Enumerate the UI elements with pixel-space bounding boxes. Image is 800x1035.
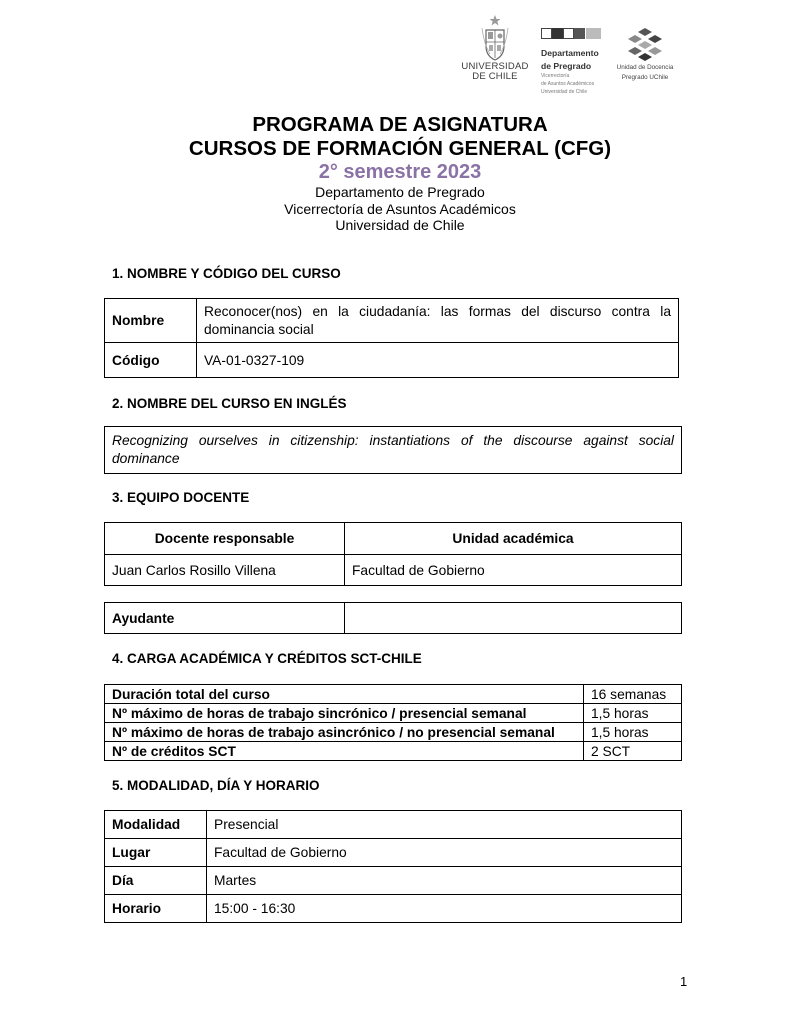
table-row bbox=[105, 299, 679, 343]
dp-text-line1: Departamento bbox=[541, 48, 599, 58]
header-line3: Universidad de Chile bbox=[335, 217, 465, 233]
dp-text-line2: de Pregrado bbox=[541, 60, 592, 71]
lugar-value: Facultad de Gobierno bbox=[207, 839, 682, 867]
table-row bbox=[105, 704, 682, 723]
ayudante-value bbox=[345, 603, 682, 634]
table-row bbox=[105, 603, 682, 634]
carga-label: Nº máximo de horas de trabajo sincrónico / presencial semanal bbox=[105, 704, 584, 723]
table-row bbox=[105, 742, 682, 761]
table-row bbox=[105, 343, 679, 378]
dp-small-line2: de Asuntos Académicos bbox=[541, 81, 595, 87]
universidad-de-chile-logo bbox=[458, 14, 532, 82]
university-crest-icon bbox=[480, 14, 510, 62]
carga-label: Duración total del curso bbox=[105, 685, 584, 704]
dp-small-line3: Universidad de Chile bbox=[541, 89, 588, 95]
codigo-label: Código bbox=[105, 343, 197, 378]
header-line2: Vicerrectoría de Asuntos Académicos bbox=[284, 200, 516, 217]
carga-value: 1,5 horas bbox=[584, 704, 682, 723]
section-3-heading: 3. EQUIPO DOCENTE bbox=[112, 490, 250, 505]
title-line2: CURSOS DE FORMACIÓN GENERAL (CFG) bbox=[188, 137, 612, 160]
lugar-label: Lugar bbox=[105, 839, 207, 867]
section-4-heading: 4. CARGA ACADÉMICA Y CRÉDITOS SCT-CHILE bbox=[112, 651, 422, 666]
nombre-label: Nombre bbox=[105, 299, 197, 343]
table-row bbox=[105, 723, 682, 742]
table-row bbox=[105, 523, 682, 555]
docente-value: Juan Carlos Rosillo Villena bbox=[105, 555, 345, 586]
table-row bbox=[105, 555, 682, 586]
logo-text-line2: DE CHILE bbox=[472, 71, 518, 82]
english-name-table bbox=[104, 426, 682, 474]
horario-label: Horario bbox=[105, 895, 207, 923]
unidad-docencia-logo bbox=[614, 26, 676, 81]
team-table bbox=[104, 522, 682, 586]
table-row bbox=[105, 427, 682, 474]
modalidad-table bbox=[104, 810, 682, 923]
section-1-heading: 1. NOMBRE Y CÓDIGO DEL CURSO bbox=[112, 266, 341, 281]
ud-text-line2: Pregrado UChile bbox=[621, 73, 669, 81]
ayudante-table bbox=[104, 602, 682, 634]
codigo-value: VA-01-0327-109 bbox=[197, 343, 679, 378]
carga-label: Nº máximo de horas de trabajo asincrónico / no presencial semanal bbox=[105, 723, 584, 742]
table-row bbox=[105, 839, 682, 867]
unidad-header: Unidad académica bbox=[345, 523, 682, 555]
pregrado-squares-icon bbox=[541, 28, 603, 41]
header-line1: Departamento de Pregrado bbox=[315, 184, 485, 200]
table-row bbox=[105, 867, 682, 895]
section-5-heading: 5. MODALIDAD, DÍA Y HORARIO bbox=[112, 778, 320, 793]
modalidad-label: Modalidad bbox=[105, 811, 207, 839]
carga-label: Nº de créditos SCT bbox=[105, 742, 584, 761]
dp-small-line1: Vicerrectoría bbox=[541, 73, 570, 79]
section-2-heading: 2. NOMBRE DEL CURSO EN INGLÉS bbox=[112, 396, 347, 411]
document-header bbox=[0, 113, 800, 234]
title-line1: PROGRAMA DE ASIGNATURA bbox=[252, 113, 548, 136]
table-row bbox=[105, 895, 682, 923]
dia-label: Día bbox=[105, 867, 207, 895]
ud-text-line1: Unidad de Docencia bbox=[616, 64, 674, 71]
carga-value: 2 SCT bbox=[584, 742, 682, 761]
course-name-table bbox=[104, 298, 679, 378]
table-row bbox=[105, 685, 682, 704]
docencia-hex-icon bbox=[625, 26, 665, 62]
departamento-pregrado-logo bbox=[541, 28, 611, 95]
dia-value: Martes bbox=[207, 867, 682, 895]
ayudante-label: Ayudante bbox=[105, 603, 345, 634]
english-name-value: Recognizing ourselves in citizenship: instantiations of the discourse against social dominance bbox=[105, 427, 682, 474]
table-row bbox=[105, 811, 682, 839]
modalidad-value: Presencial bbox=[207, 811, 682, 839]
page-number: 1 bbox=[680, 974, 688, 989]
logo-text-line1: UNIVERSIDAD bbox=[461, 61, 529, 72]
unidad-value: Facultad de Gobierno bbox=[345, 555, 682, 586]
horario-value: 15:00 - 16:30 bbox=[207, 895, 682, 923]
nombre-value: Reconocer(nos) en la ciudadanía: las formas del discurso contra la dominancia social bbox=[197, 299, 679, 343]
carga-value: 16 semanas bbox=[584, 685, 682, 704]
docente-header: Docente responsable bbox=[105, 523, 345, 555]
semester-title: 2° semestre 2023 bbox=[318, 161, 482, 183]
carga-table bbox=[104, 684, 682, 761]
carga-value: 1,5 horas bbox=[584, 723, 682, 742]
